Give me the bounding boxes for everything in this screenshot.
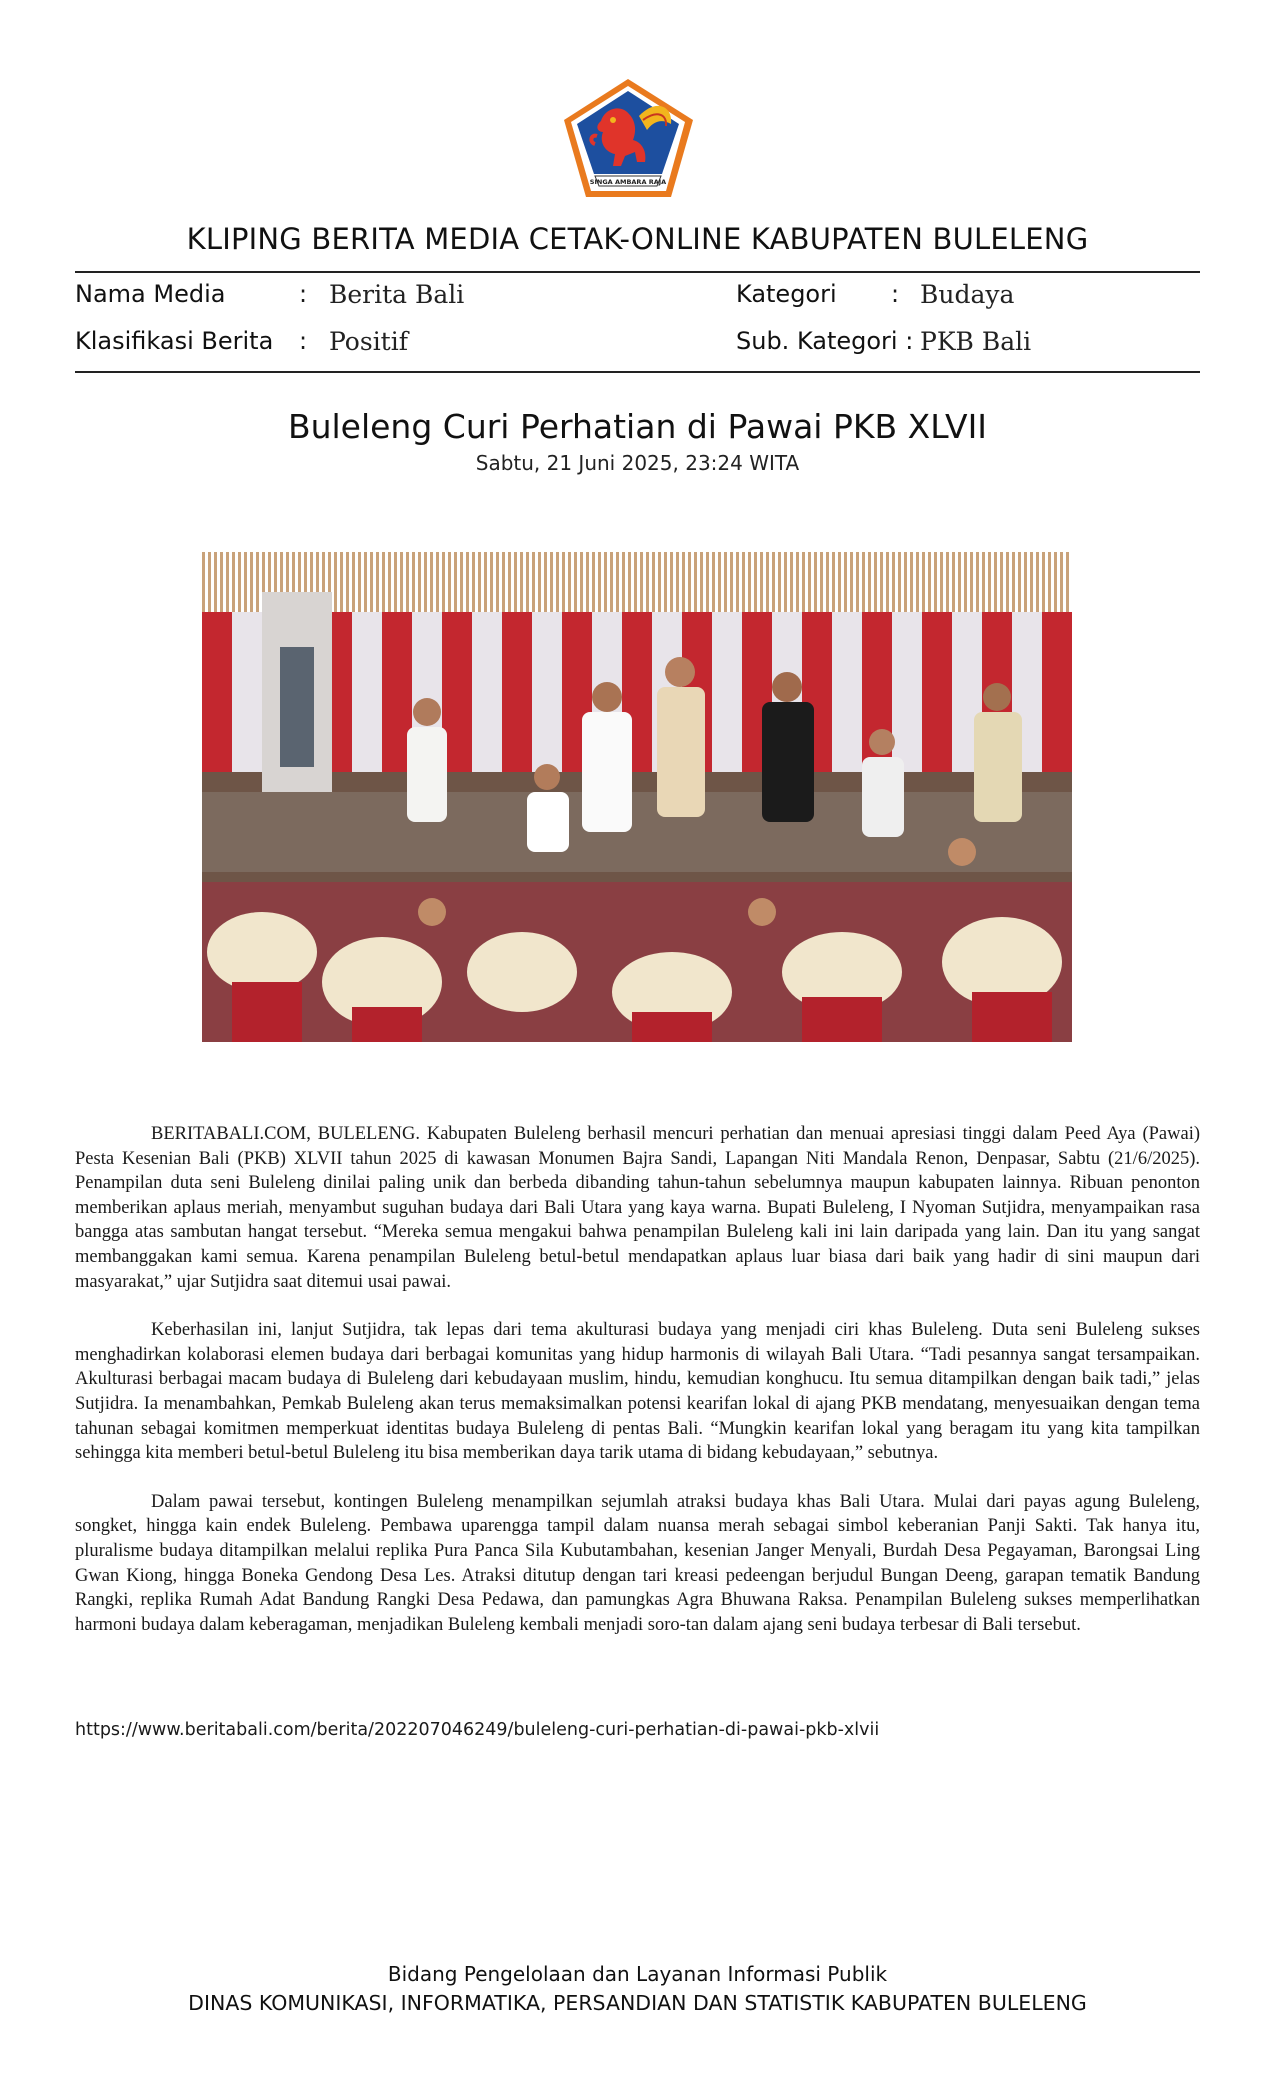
meta-colon: : [299,280,308,308]
nama-media-label: Nama Media [75,280,226,308]
footer-agency: DINAS KOMUNIKASI, INFORMATIKA, PERSANDIAN DAN STATISTIK KABUPATEN BULELENG [188,1991,1087,2015]
meta-row-media [75,276,1200,312]
article-title: Buleleng Curi Perhatian di Pawai PKB XLVII [287,407,988,446]
klasifikasi-value: Positif [329,327,408,356]
article-photo [202,552,1072,1042]
klasifikasi-label: Klasifikasi Berita [75,327,274,355]
kategori-label: Kategori [736,280,837,308]
meta-colon: : [299,327,308,355]
meta-row-classification [75,323,1200,359]
meta-colon: : [891,280,900,308]
source-url-link[interactable]: https://www.beritabali.com/berita/202207046249/buleleng-curi-perhatian-di-pawai-pkb-xlvii [75,1720,880,1740]
article-paragraph-1: BERITABALI.COM, BULELENG. Kabupaten Buleleng berhasil mencuri perhatian dan menuai apresiasi tinggi dalam Peed Aya (Pawai) Pesta Kesenian Bali (PKB) XLVII tahun 2025 di kawasan Monumen Bajra Sandi, Lapangan Niti Mandala Renon, Denpasar, Sabtu (21/6/2025). Penampilan duta seni Buleleng dinilai paling unik dan berbeda dibanding tahun-tahun sebelumnya maupun kabupaten lainnya. Ribuan penonton memberikan aplaus meriah, menyambut suguhan budaya dari Bali Utara yang kaya warna. Bupati Buleleng, I Nyoman Sutjidra, menyampaikan rasa bangga atas sambutan hangat tersebut. “Mereka semua mengakui bahwa penampilan Buleleng kali ini lain daripada yang lain. Dan itu yang sangat membanggakan kami semua. Karena penampilan Buleleng betul-betul mendapatkan aplaus luar biasa dari baik yang hadir di sini maupun dari masyarakat,” ujar Sutjidra saat ditemui usai pawai. [75,1124,1200,1292]
kategori-value: Budaya [920,280,1015,309]
header-divider-top [75,271,1200,273]
logo-motto-text: SINGA AMBARA RAJA [589,178,667,186]
document-header-title: KLIPING BERITA MEDIA CETAK-ONLINE KABUPATEN BULELENG [186,222,1089,256]
footer-division: Bidang Pengelolaan dan Layanan Informasi Publik [387,1962,888,1986]
header-divider-bottom [75,371,1200,373]
sub-kategori-value: PKB Bali [920,327,1032,356]
parade-photo-illustration [202,552,1072,1042]
article-date: Sabtu, 21 Juni 2025, 23:24 WITA [475,451,800,475]
sub-kategori-label: Sub. Kategori : [736,327,914,355]
buleleng-regency-logo [561,76,696,200]
article-paragraph-3: Dalam pawai tersebut, kontingen Buleleng menampilkan sejumlah atraksi budaya khas Bali Utara. Mulai dari payas agung Buleleng, songket, hingga kain endek Buleleng. Pembawa uparengga tampil dalam nuansa merah sebagai simbol keberanian Panji Sakti. Tak hanya itu, pluralisme budaya ditampilkan melalui replika Pura Panca Sila Kubutambahan, kesenian Janger Menyali, Burdah Desa Pegayaman, Barongsai Ling Gwan Kiong, hingga Boneka Gendong Desa Les. Atraksi ditutup dengan tari kreasi pedeengan berjudul Bungan Deeng, garapan tematik Bandung Rangki, replika Rumah Adat Bandung Rangki Desa Pedawa, dan pamungkas Agra Bhuwana Raksa. Penampilan Buleleng sukses memperlihatkan harmoni budaya dalam keberagaman, menjadikan Buleleng kembali menjadi soro-tan dalam ajang seni budaya terbesar di Bali tersebut. [75,1491,1200,1635]
nama-media-value: Berita Bali [329,280,465,309]
article-body [75,1122,1200,1661]
lion-emblem-icon [561,76,696,200]
article-paragraph-2: Keberhasilan ini, lanjut Sutjidra, tak lepas dari tema akulturasi budaya yang menjadi ciri khas Buleleng. Duta seni Buleleng sukses menghadirkan kolaborasi elemen budaya dari berbagai komunitas yang hidup harmonis di wilayah Bali Utara. “Tadi pesannya sangat tersampaikan. Akulturasi berbagai macam budaya di Buleleng dari kebudayaan muslim, hindu, kemudian konghucu. Itu semua ditampilkan dengan baik tadi,” jelas Sutjidra. Ia menambahkan, Pemkab Buleleng akan terus memaksimalkan potensi kearifan lokal di ajang PKB mendatang, menyesuaikan dengan tema tahunan sebagai komitmen memperkuat identitas budaya Buleleng di pentas Bali. “Mungkin kearifan lokal yang beragam itu yang kita tampilkan sehingga kita memberi betul-betul Buleleng itu bisa memberikan daya tarik utama di bidang kebudayaan,” sebutnya. [75,1320,1200,1464]
